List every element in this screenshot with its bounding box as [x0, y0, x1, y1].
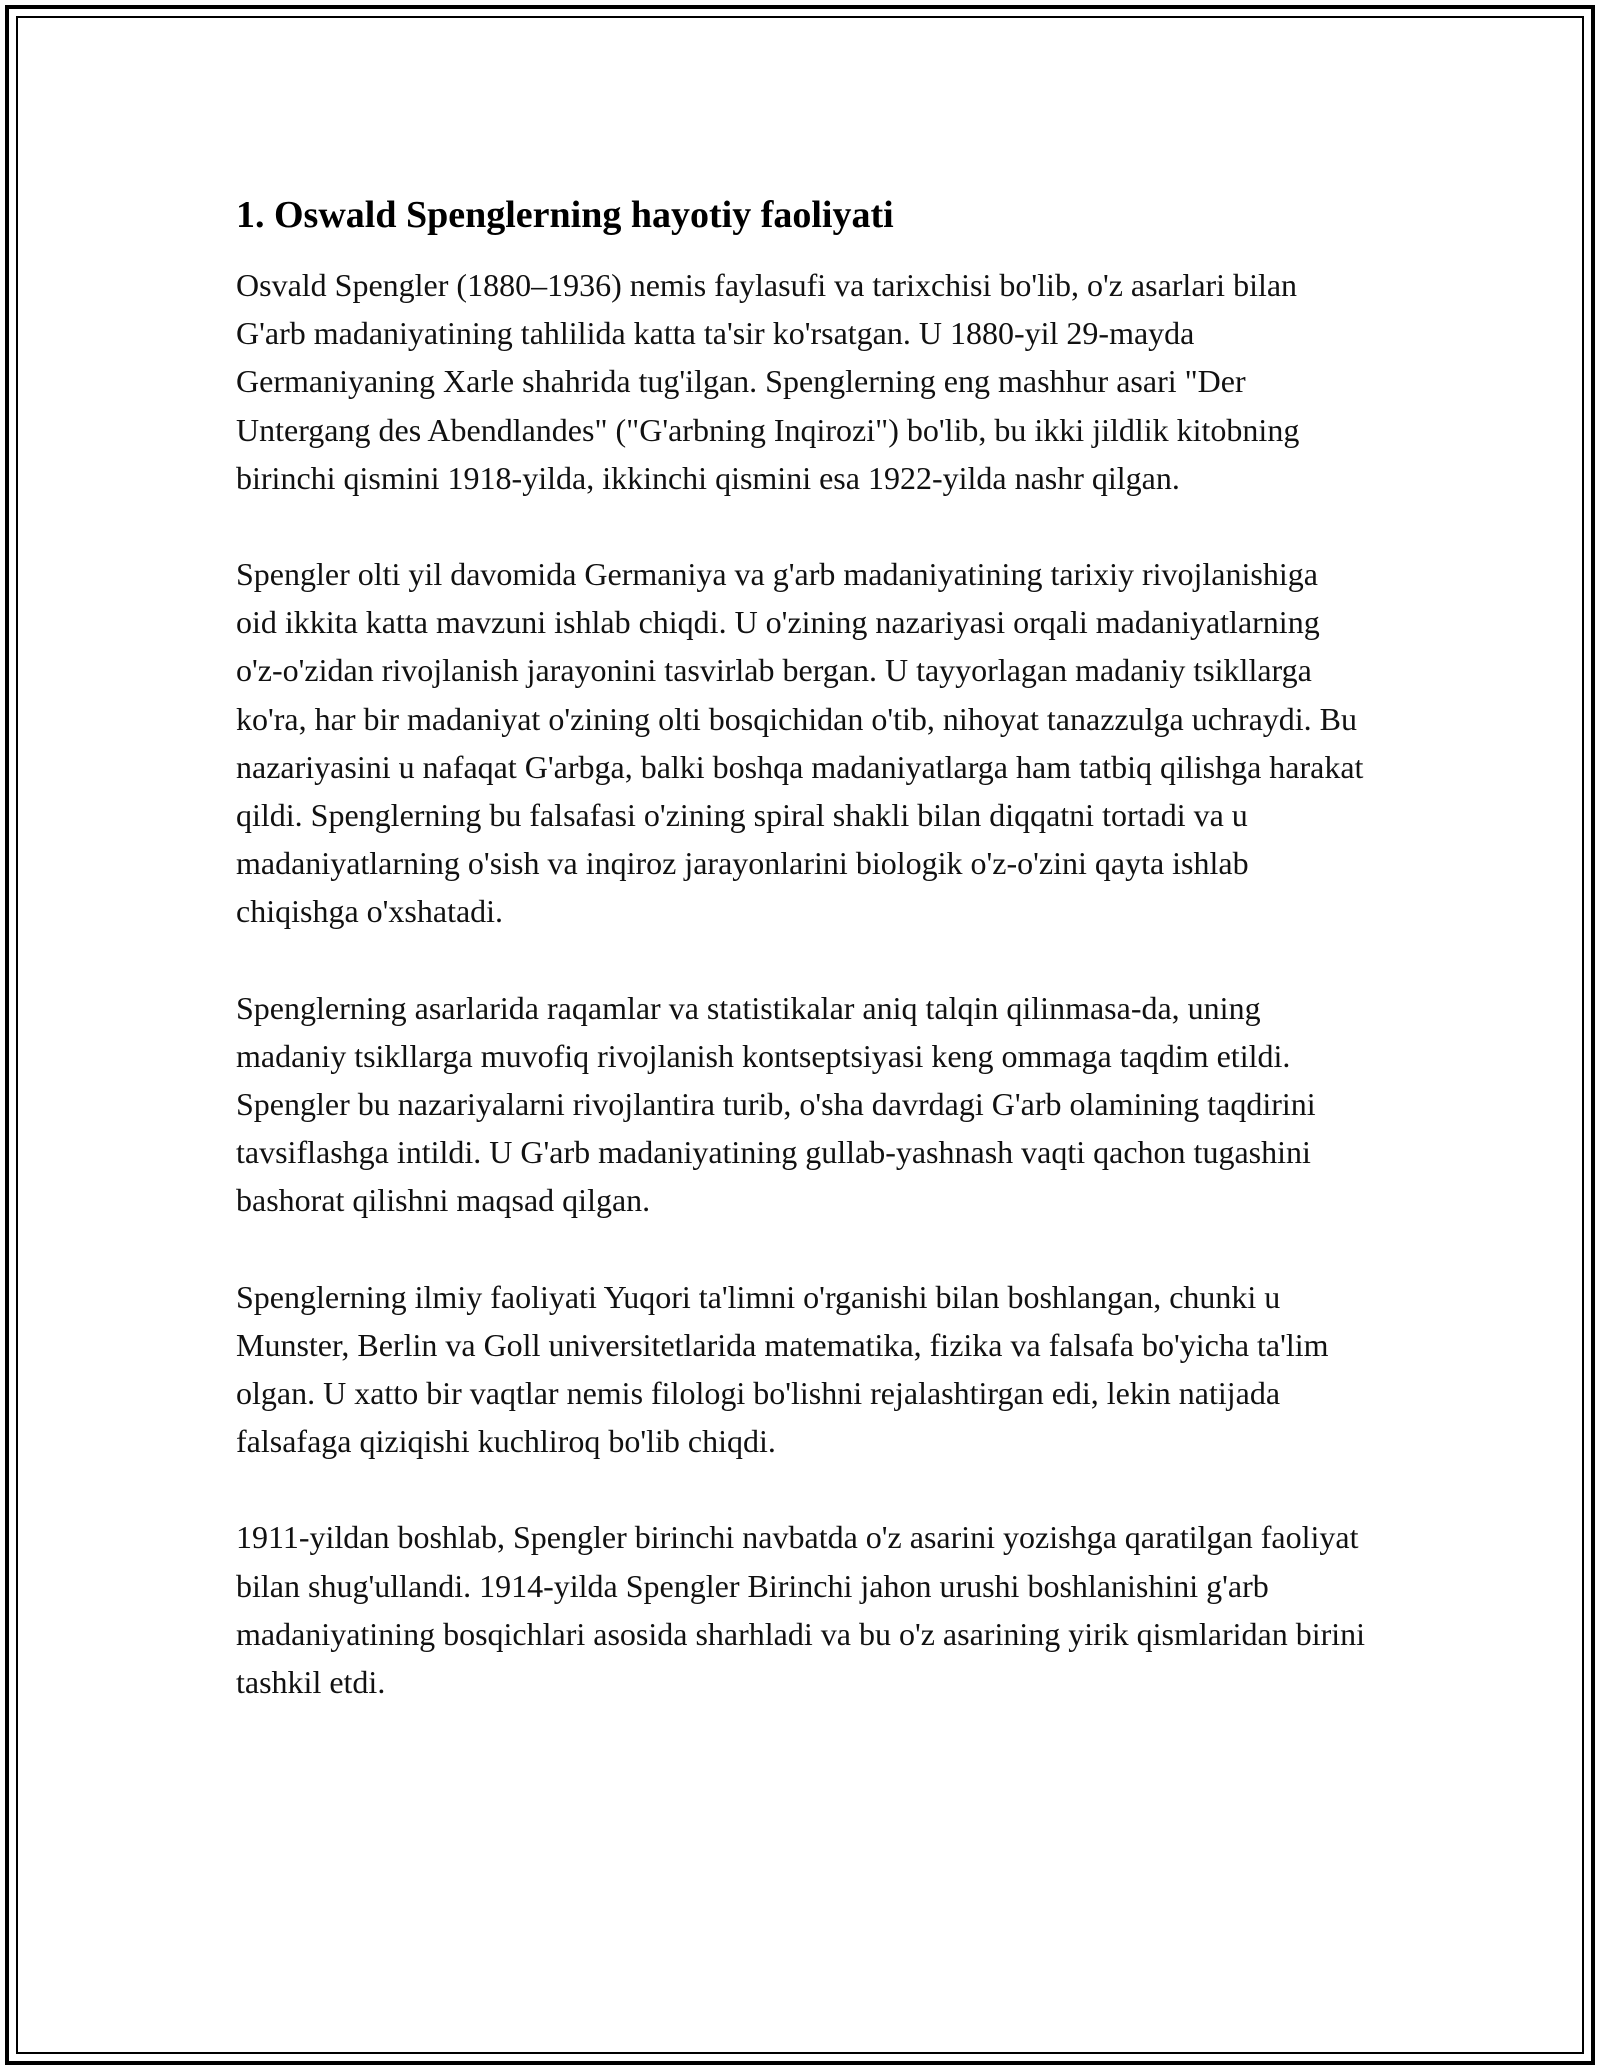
- paragraph-writing-period: 1911-yildan boshlab, Spengler birinchi navbatda o'z asarini yozishga qaratilgan faoliyat bilan shug'ullandi. 1914-yilda Spengler Birinchi jahon urushi boshlanishini g'arb madaniyatining bosqichlari asosida sharhladi va bu o'z asarining yirik qismlaridan birini tashkil etdi.: [236, 1519, 1366, 1701]
- paragraph-theory-reception: Spenglerning asarlarida raqamlar va statistikalar aniq talqin qilinmasa-da, uning madaniy tsikllarga muvofiq rivojlanish kontseptsiyasi keng ommaga taqdim etildi. Spengler bu nazariyalarni rivojlantira turib, o'sha davrdagi G'arb olamining taqdirini tavsiflashga intildi. U G'arb madaniyatining gullab-yashnash vaqti qachon tugashini bashorat qilishni maqsad qilgan.: [236, 989, 1316, 1219]
- document-body: [236, 187, 1366, 1754]
- paragraph-biography-intro: Osvald Spengler (1880–1936) nemis faylasufi va tarixchisi bo'lib, o'z asarlari bilan G'arb madaniyatining tahlilida katta ta'sir ko'rsatgan. U 1880-yil 29-mayda Germaniyaning Xarle shahrida tug'ilgan. Spenglerning eng mashhur asari "Der Untergang des Abendlandes" ("G'arbning Inqirozi") bo'lib, bu ikki jildlik kitobning birinchi qismini 1918-yilda, ikkinchi qismini esa 1922-yilda nashr qilgan.: [236, 267, 1300, 496]
- paragraph-cultural-cycles: Spengler olti yil davomida Germaniya va g'arb madaniyatining tarixiy rivojlanishiga oid ikkita katta mavzuni ishlab chiqdi. U o'zining nazariyasi orqali madaniyatlarning o'z-o'zidan rivojlanish jarayonini tasvirlab bergan. U tayyorlagan madaniy tsikllarga ko'ra, har bir madaniyat o'zining olti bosqichidan o'tib, nihoyat tanazzulga uchraydi. Bu nazariyasini u nafaqat G'arbga, balki boshqa madaniyatlarga ham tatbiq qilishga harakat qildi. Spenglerning bu falsafasi o'zining spiral shakli bilan diqqatni tortadi va u madaniyatlarning o'sish va inqiroz jarayonlarini biologik o'z-o'zini qayta ishlab chiqishga o'xshatadi.: [236, 556, 1364, 930]
- paragraph-education: Spenglerning ilmiy faoliyati Yuqori ta'limni o'rganishi bilan boshlangan, chunki u Munster, Berlin va Goll universitetlarida matematika, fizika va falsafa bo'yicha ta'lim olgan. U xatto bir vaqtlar nemis filologi bo'lishni rejalashtirgan edi, lekin natijada falsafaga qiziqishi kuchliroq bo'lib chiqdi.: [236, 1278, 1329, 1460]
- section-heading: 1. Oswald Spenglerning hayotiy faoliyati: [236, 194, 894, 236]
